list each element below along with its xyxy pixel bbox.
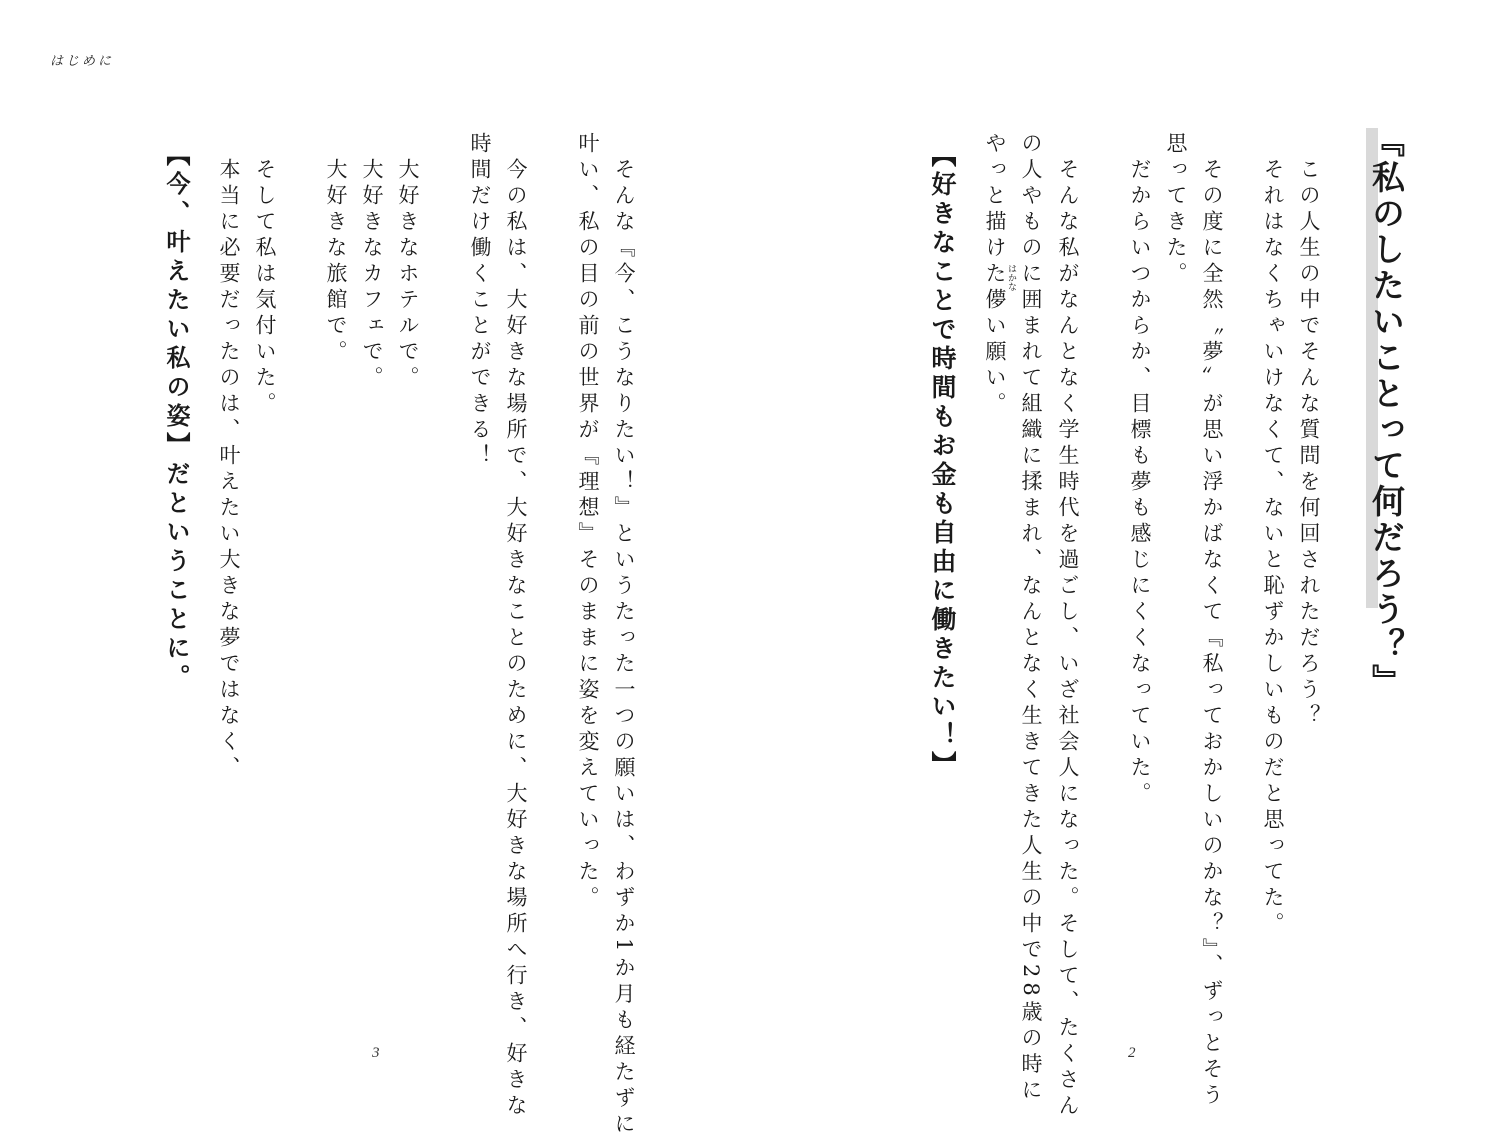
chapter-question-title: 『私のしたいことって何だろう？』 [1367,124,1406,700]
running-header: はじめに [50,54,115,69]
paragraph-line: だからいつからか、目標も夢も感じにくくなっていた。 [1128,158,1152,808]
paragraph-line: 大好きな旅館で。 [324,158,348,366]
paragraph-line: 大好きなカフェで。 [360,158,384,392]
paragraph-line: そんな私がなんとなく学生時代を過ごし、いざ社会人になった。そして、たくさん [1056,158,1080,1120]
section-heading: 【好きなことで時間もお金も自由に働きたい！】 [928,142,957,780]
paragraph-line: そんな『今、こうなりたい！』というたった一つの願いは、わずか1か月も経たずに [612,158,636,1138]
paragraph-line: 思ってきた。 [1164,132,1188,288]
paragraph-line: やっと描けた儚い願い。 [983,132,1007,418]
closing-rest: だということに。 [162,461,190,693]
closing-highlight: 【今、叶えたい私の姿】 [162,142,190,461]
paragraph-line: そして私は気付いた。 [253,158,277,418]
paragraph-line: この人生の中でそんな質問を何回されただろう？ [1297,158,1321,730]
closing-line [158,142,194,693]
ruby-reading: はかな [1006,264,1016,291]
paragraph-line: 本当に必要だったのは、叶えたい大きな夢ではなく、 [217,158,241,782]
paragraph-line: 今の私は、大好きな場所で、大好きなことのために、大好きな場所へ行き、好きな [504,158,528,1120]
page-number-left: 3 [372,1045,380,1061]
paragraph-line: その度に全然〝夢〟が思い浮かばなくて『私っておかしいのかな？』、ずっとそう [1200,158,1224,1110]
paragraph-line: それはなくちゃいけなくて、ないと恥ずかしいものだと思ってた。 [1261,158,1285,938]
page-number-right: 2 [1128,1045,1136,1061]
paragraph-line: の人やものに囲まれて組織に揉まれ、なんとなく生きてきた人生の中で28歳の時に [1019,132,1043,1105]
paragraph-line: 叶い、私の目の前の世界が『理想』そのままに姿を変えていった。 [576,132,600,912]
paragraph-line: 時間だけ働くことができる！ [468,132,492,470]
paragraph-line: 大好きなホテルで。 [396,158,420,392]
